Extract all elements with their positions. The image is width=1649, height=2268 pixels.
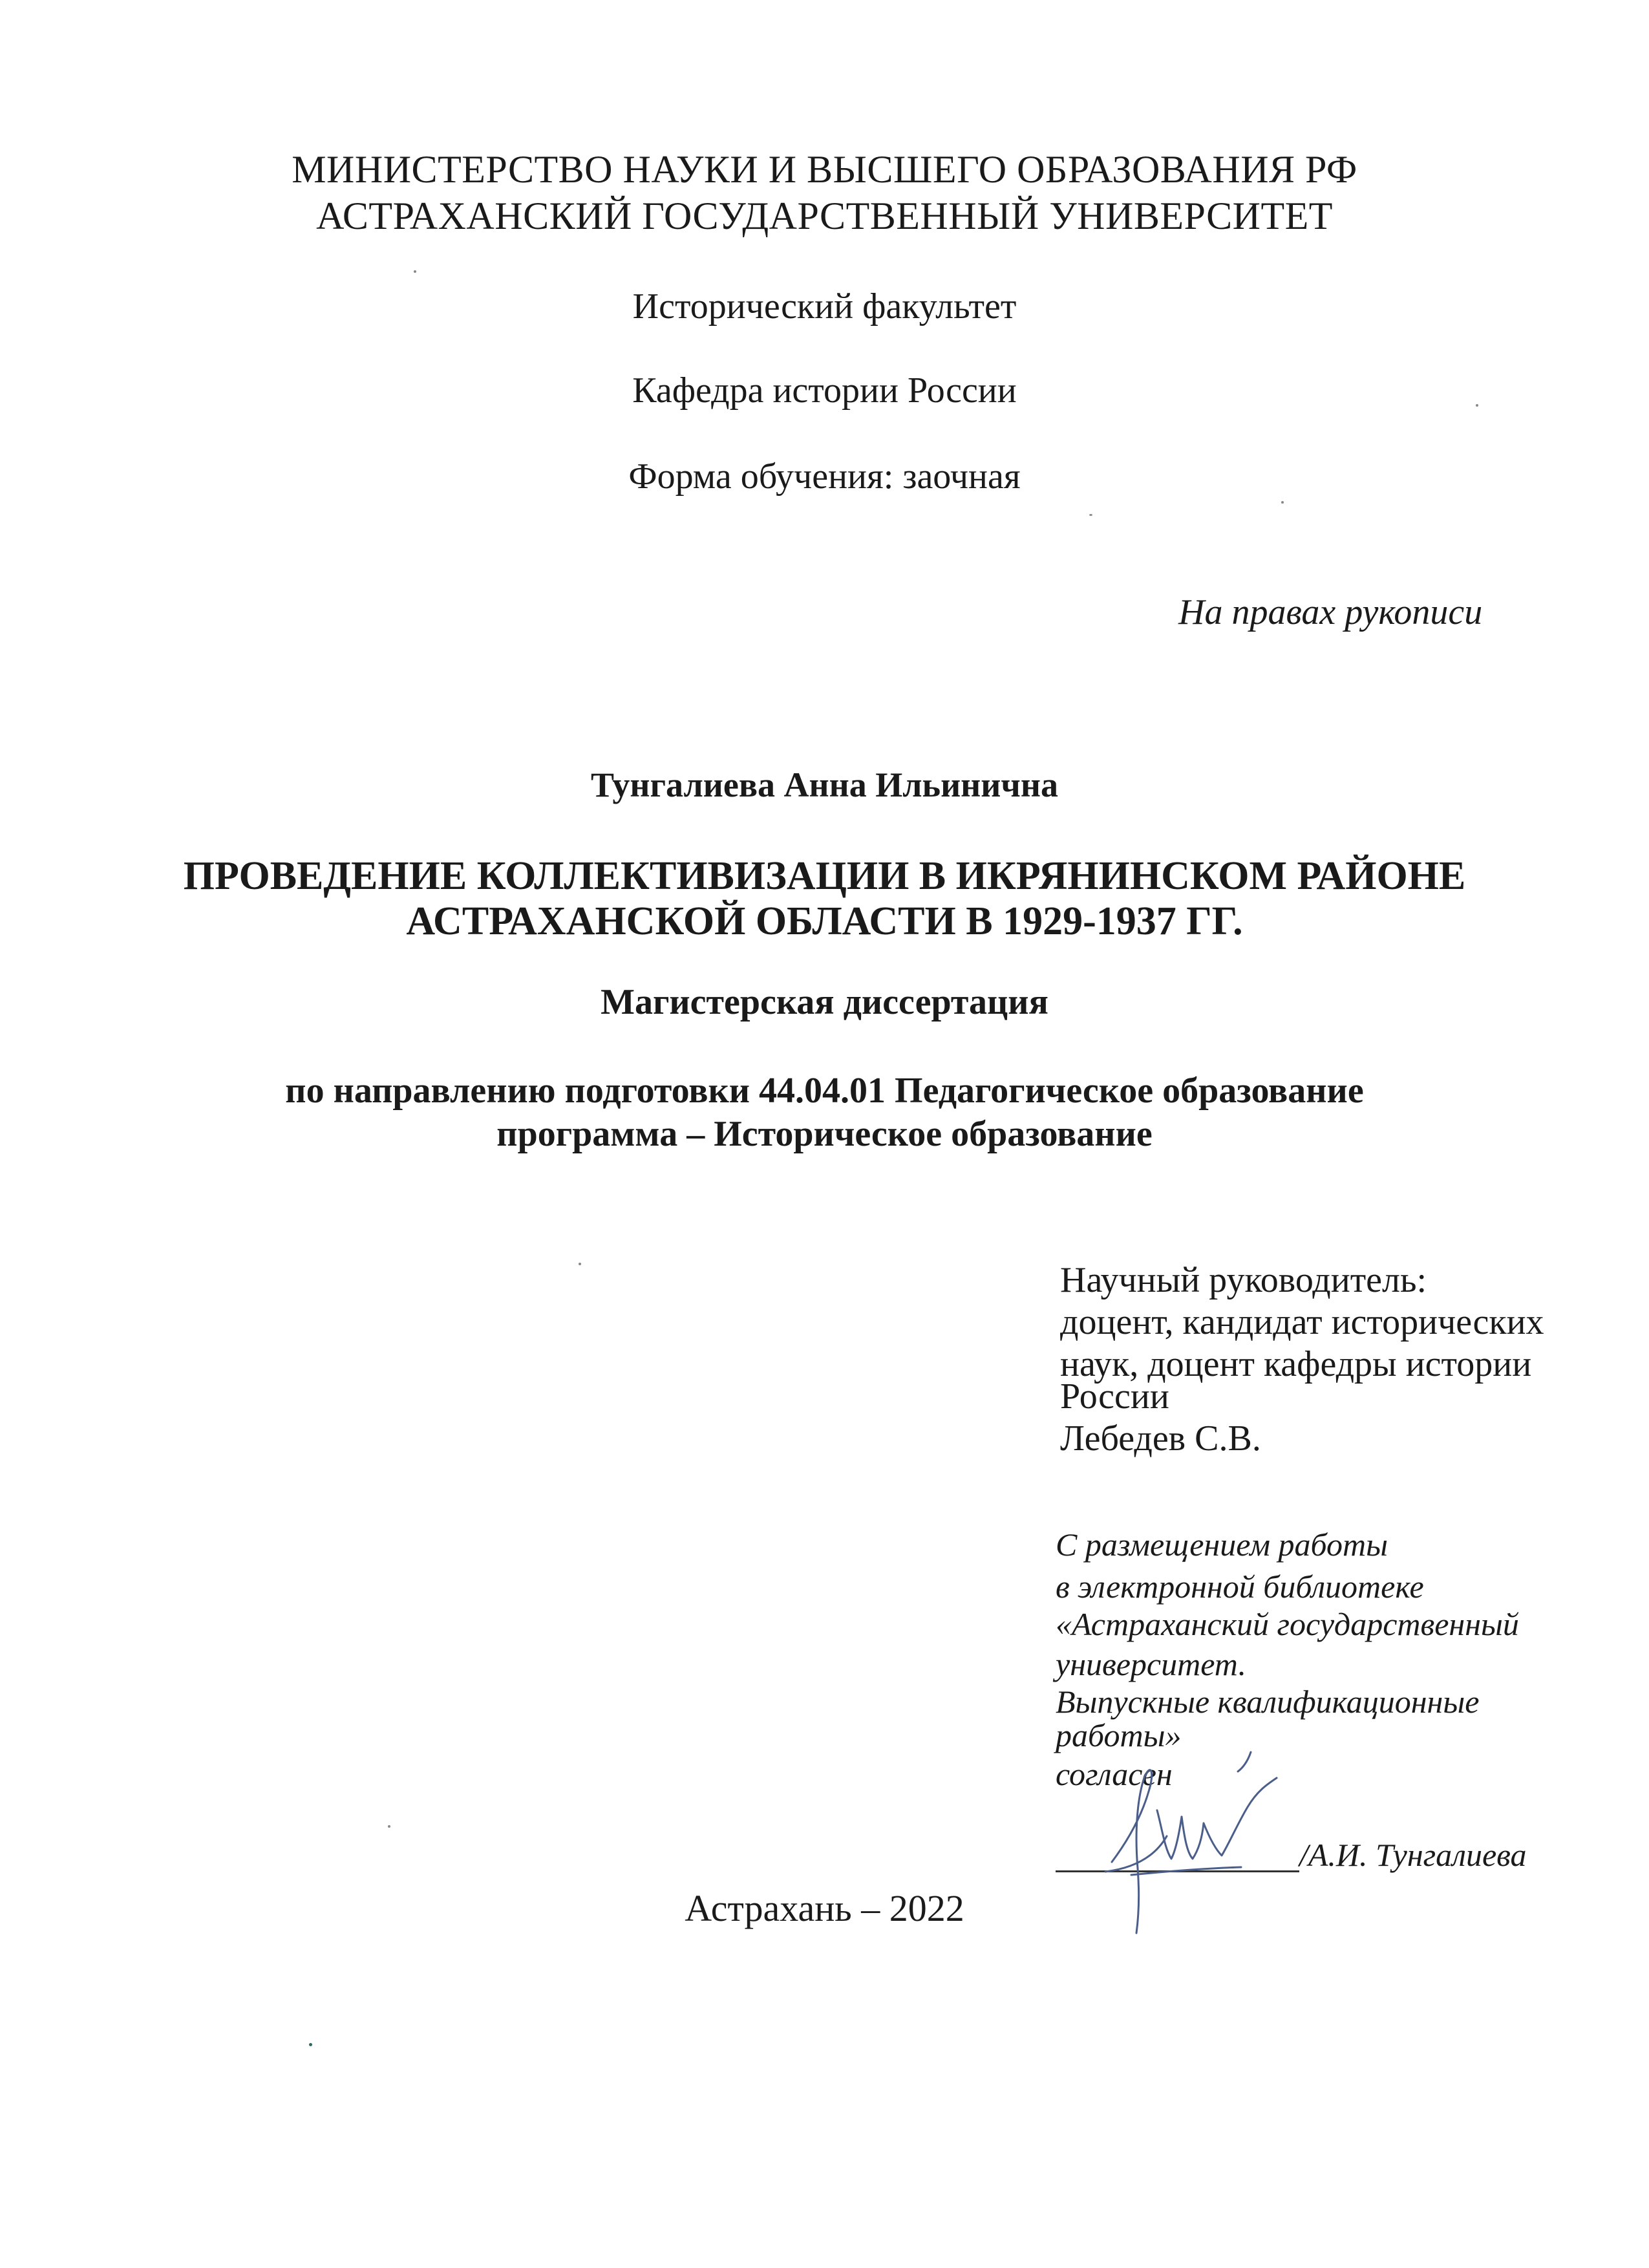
manuscript-note: На правах рукописи xyxy=(1178,592,1483,632)
supervisor-degree-line-2: наук, доцент кафедры истории xyxy=(1060,1344,1532,1384)
university-name: АСТРАХАНСКИЙ ГОСУДАРСТВЕННЫЙ УНИВЕРСИТЕТ xyxy=(316,195,1333,237)
scan-speck xyxy=(1476,404,1478,407)
work-type: Магистерская диссертация xyxy=(601,982,1048,1022)
supervisor-degree-line-1: доцент, кандидат исторических xyxy=(1060,1302,1544,1342)
city-year: Астрахань – 2022 xyxy=(685,1887,964,1929)
consent-line-1: С размещением работы xyxy=(1056,1526,1388,1563)
supervisor-name: Лебедев С.В. xyxy=(1060,1418,1261,1459)
scan-speck xyxy=(1089,514,1092,516)
direction-line-2: программа – Историческое образование xyxy=(496,1114,1153,1154)
consent-line-5: Выпускные квалификационные xyxy=(1056,1684,1480,1720)
thesis-title-line-2: АСТРАХАНСКОЙ ОБЛАСТИ В 1929-1937 ГГ. xyxy=(406,899,1243,943)
consent-line-3: «Астраханский государственный xyxy=(1056,1606,1519,1642)
scan-speck xyxy=(579,1263,581,1265)
scan-speck xyxy=(414,270,416,273)
scan-speck xyxy=(388,1825,390,1828)
consent-line-7: согласен xyxy=(1056,1756,1173,1792)
signature-name: /А.И. Тунгалиева xyxy=(1299,1837,1527,1873)
consent-line-4: университет. xyxy=(1056,1646,1246,1682)
consent-line-6: работы» xyxy=(1056,1717,1182,1753)
scan-speck xyxy=(309,2043,312,2046)
department-name: Кафедра истории России xyxy=(632,370,1017,411)
thesis-title-line-1: ПРОВЕДЕНИЕ КОЛЛЕКТИВИЗАЦИИ В ИКРЯНИНСКОМ РАЙОНЕ xyxy=(183,854,1466,898)
direction-line-1: по направлению подготовки 44.04.01 Педагогическое образование xyxy=(285,1071,1364,1111)
author-name: Тунгалиева Анна Ильинична xyxy=(591,765,1058,804)
supervisor-degree-line-3: России xyxy=(1060,1376,1169,1417)
consent-line-2: в электронной библиотеке xyxy=(1056,1568,1424,1605)
scan-speck xyxy=(1281,501,1284,504)
study-form: Форма обучения: заочная xyxy=(628,456,1021,497)
faculty-name: Исторический факультет xyxy=(632,286,1017,326)
ministry-name: МИНИСТЕРСТВО НАУКИ И ВЫСШЕГО ОБРАЗОВАНИЯ РФ xyxy=(292,148,1357,191)
supervisor-heading: Научный руководитель: xyxy=(1060,1260,1427,1300)
